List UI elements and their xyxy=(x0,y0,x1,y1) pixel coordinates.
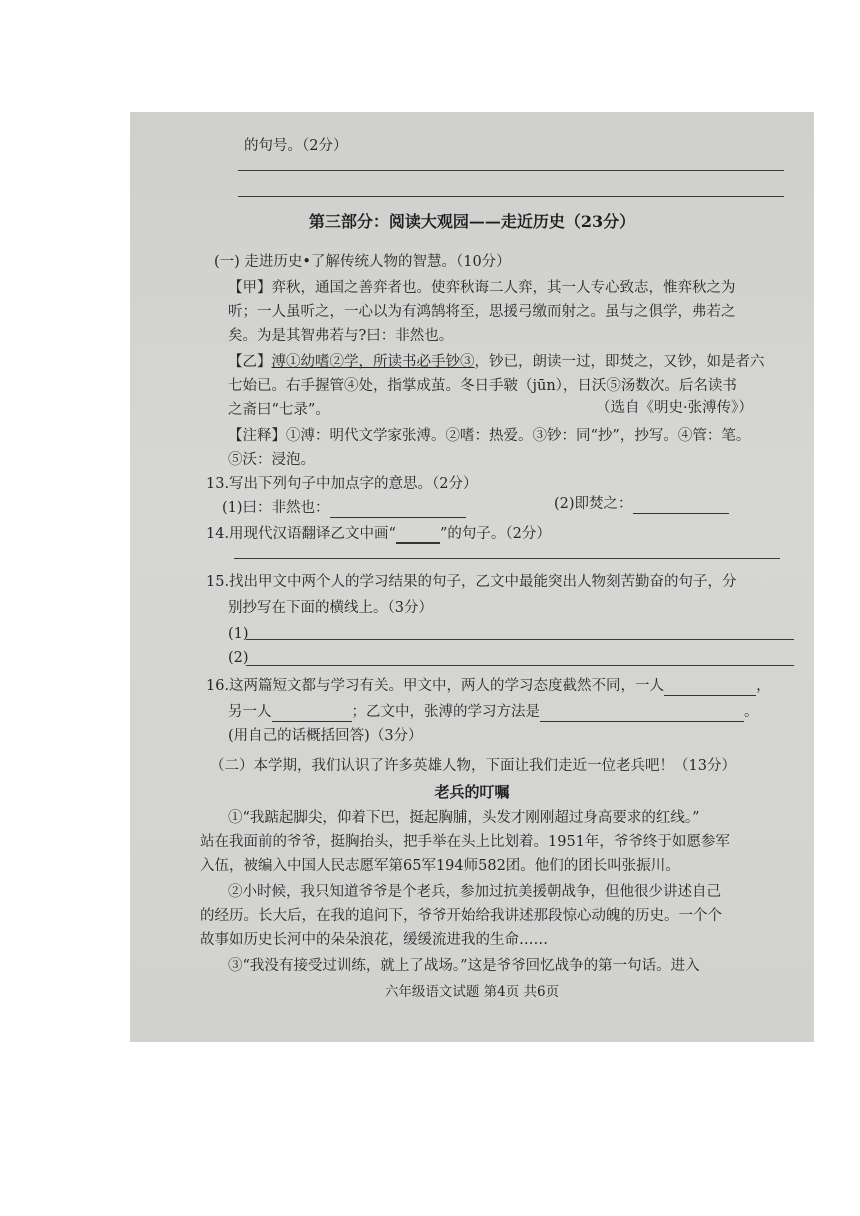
passage-yi-label: 【乙】 xyxy=(228,354,272,370)
question-16-text: ， xyxy=(756,678,771,694)
answer-line xyxy=(238,196,784,197)
question-16-text: 16.这两篇短文都与学习有关。甲文中，两人的学习态度截然不同，一人 xyxy=(206,678,665,694)
question-13-b xyxy=(554,494,729,514)
section-title: 第三部分：阅读大观园——走近历史（23分） xyxy=(308,212,636,231)
article-paragraph-line: ③“我没有接受过训练，就上了战场。”这是爷爷回忆战争的第一句话。进入 xyxy=(228,958,700,974)
passage-yi-line xyxy=(228,352,765,372)
question-16-line xyxy=(228,702,759,722)
passage-jia-line: 【甲】弈秋，通国之善弈者也。使弈秋诲二人弈，其一人专心致志，惟弈秋之为 xyxy=(228,280,736,296)
page-footer: 六年级语文试题 第4页 共6页 xyxy=(384,984,560,1000)
part1-intro: (一) 走进历史•了解传统人物的智慧。（10分） xyxy=(214,254,511,270)
article-paragraph-line: 站在我面前的爷爷，挺胸抬头，把手举在头上比划着。1951年，爷爷终于如愿参军 xyxy=(200,834,730,850)
question-14-stem xyxy=(206,524,551,544)
question-16-text: 。 xyxy=(744,704,759,720)
part2-intro: （二）本学期，我们认识了许多英雄人物，下面让我们走近一位老兵吧！（13分） xyxy=(210,758,736,774)
answer-line[interactable] xyxy=(246,639,794,640)
question-15-b-label: (2) xyxy=(228,650,249,666)
question-16-text: 另一人 xyxy=(228,704,272,720)
question-13-b-label: (2)即焚之： xyxy=(554,496,633,512)
underline-sample xyxy=(396,526,440,544)
answer-line[interactable] xyxy=(234,558,780,559)
passage-source: （选自《明史·张溥传》） xyxy=(596,400,753,416)
passage-jia-line: 听；一人虽听之，一心以为有鸿鹄将至，思援弓缴而射之。虽与之俱学，弗若之 xyxy=(228,304,736,320)
annotation-line: 【注释】①溥：明代文学家张溥。②嗜：热爱。③钞：同“抄”，抄写。④管：笔。 xyxy=(228,428,751,444)
article-paragraph-line: ①“我踮起脚尖，仰着下巴，挺起胸脯，头发才刚刚超过身高要求的红线。” xyxy=(228,810,700,826)
question-13-a xyxy=(222,498,466,518)
question-15-a-label: (1) xyxy=(228,626,249,642)
answer-line[interactable] xyxy=(246,665,794,666)
question-13-stem: 13.写出下列句子中加点字的意思。（2分） xyxy=(206,476,478,492)
exam-page-photo xyxy=(130,112,814,1042)
question-15-line: 别抄写在下面的横线上。（3分） xyxy=(228,600,433,616)
question-15-line: 15.找出甲文中两个人的学习结果的句子，乙文中最能突出人物刻苦勤奋的句子，分 xyxy=(206,574,737,590)
article-paragraph-line: ②小时候，我只知道爷爷是个老兵，参加过抗美援朝战争，但他很少讲述自己 xyxy=(228,884,721,900)
article-paragraph-line: 的经历。长大后，在我的追问下，爷爷开始给我讲述那段惊心动魄的历史。一个个 xyxy=(200,908,722,924)
passage-yi-underlined-sentence: 溥①幼嗜②学，所读书必手钞③ xyxy=(271,354,475,370)
question-16-text: ；乙文中，张溥的学习方法是 xyxy=(351,704,540,720)
question-13-a-label: (1)曰：非然也： xyxy=(222,500,330,516)
question-14-stem-b: ”的句子。（2分） xyxy=(439,526,551,542)
answer-blank[interactable] xyxy=(633,497,729,514)
article-title: 老兵的叮嘱 xyxy=(434,783,510,801)
answer-blank[interactable] xyxy=(664,679,756,696)
passage-yi-line: 七始已。右手握管④处，指掌成茧。冬日手皲（jūn），日沃⑤汤数次。后名读书 xyxy=(228,378,737,394)
question-16-line xyxy=(206,676,771,696)
question-14-stem-a: 14.用现代汉语翻译乙文中画“ xyxy=(206,526,396,542)
answer-blank[interactable] xyxy=(330,501,466,518)
passage-yi-text: ，钞已，朗读一过，即焚之，又钞，如是者六 xyxy=(474,354,765,370)
article-paragraph-line: 故事如历史长河中的朵朵浪花，缓缓流进我的生命…… xyxy=(200,932,548,948)
passage-yi-line: 之斋曰“七录”。 xyxy=(228,402,330,418)
answer-blank[interactable] xyxy=(272,705,352,722)
article-paragraph-line: 入伍，被编入中国人民志愿军第65军194师582团。他们的团长叫张振川。 xyxy=(200,858,680,874)
previous-question-tail: 的句号。（2分） xyxy=(244,138,348,154)
answer-blank[interactable] xyxy=(540,705,744,722)
passage-jia-line: 矣。为是其智弗若与?曰：非然也。 xyxy=(228,328,454,344)
annotation-line: ⑤沃：浸泡。 xyxy=(228,452,315,468)
question-16-line: (用自己的话概括回答)（3分） xyxy=(228,728,423,744)
answer-line xyxy=(238,170,784,171)
